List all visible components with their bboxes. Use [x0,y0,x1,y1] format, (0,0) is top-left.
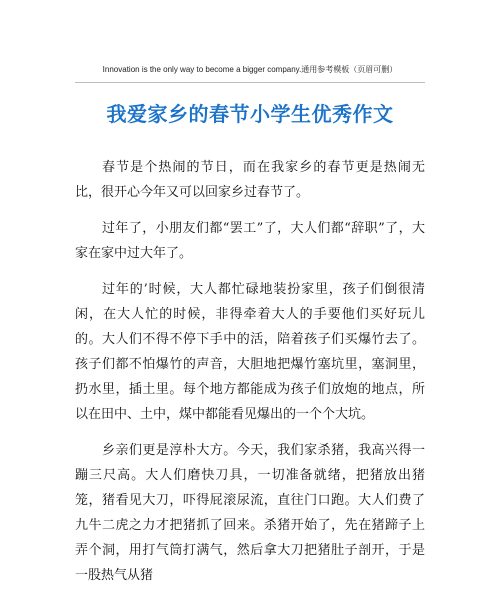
paragraph-4: 乡亲们更是淳朴大方。今天，我们家杀猪，我高兴得一蹦三尺高。大人们磨快刀具，一切准备就绪，把猪放出猪笼，猪看见大刀，吓得屁滚尿流，直往门口跑。大人们费了九牛二虎之力才把猪抓了回来。杀猪开始了，先在猪蹄子上弄个洞，用打气筒打满气，然后拿大刀把猪肚子剖开，于是一股热气从猪 [75,443,425,583]
header-divider [75,82,425,83]
paragraph-1: 春节是个热闹的节日，而在我家乡的春节更是热闹无比，很开心今年又可以回家乡过春节了。 [75,160,425,200]
paragraph-3: 过年的’时候，大人都忙碌地装扮家里，孩子们倒很清闲，在大人忙的时候，非得牵着大人的手要他们买好玩儿的。大人们不得不停下手中的活，陪着孩子们买爆竹去了。孩子们都不怕爆竹的声音，大胆地把爆竹塞坑里，塞洞里，扔水里，插土里。每个地方都能成为孩子们放炮的地点，所以在田中、土中，煤中都能看见爆出的一个个大坑。 [75,282,425,422]
page-header: Innovation is the only way to become a bigger company.通用参考模板（页眉可删） [102,65,398,74]
document-title: 我爱家乡的春节小学生优秀作文 [106,102,394,126]
document-body [75,155,425,599]
paragraph-2: 过年了，小朋友们都“罢工”了，大人们都“辞职”了，大家在家中过大年了。 [75,221,425,261]
